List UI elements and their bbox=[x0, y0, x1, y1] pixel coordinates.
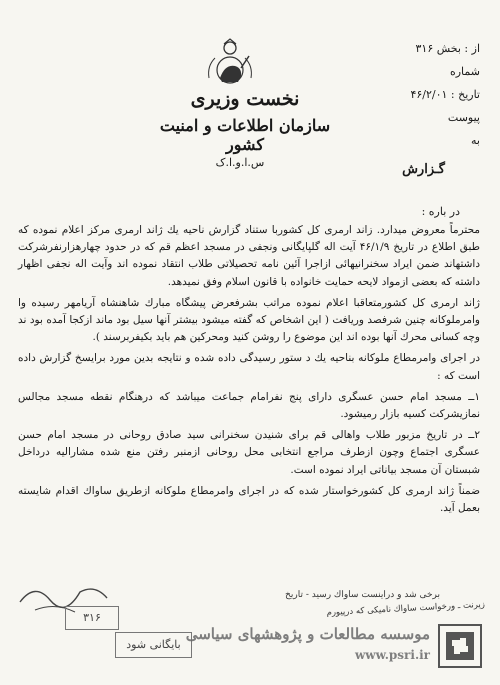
institute-logo-icon bbox=[438, 624, 482, 668]
header-organization: سازمان اطلاعات و امنیت کشور bbox=[159, 116, 331, 154]
body-paragraph-2: ژاند ارمری کل کشورمتعاقبا اعلام نموده مراتب بشرفعرض پیشگاه مبارك شاهنشاه آریامهر رسیده وا وامرملوکانه چنین شرفصد وریافت ( این اشخاص که گفته میشود بیشتر آنها سیل بود ماند ازکجا آمده بود ند وچه کسانی محرك آنها بوده اند این موضوع را روشن کنید ومحرکین هم باید بکیفربرسند ). bbox=[18, 296, 480, 344]
lion-and-sun-emblem-icon bbox=[205, 38, 255, 90]
body-paragraph-1: محترماً معروض میدارد. زاند ارمری کل کشوربا ستناد گزارش ناحیه یك ژاند ارمری مرکز اعلام نموده که طبق اطلاع در تاریخ ۴۶/۱/۹ آیت اله گلپایگانی ونجفی در مسجد اعظم قم که در حدود چهارهزارنفرشرکت داشتهاند ضمن ایراد سخنرانیهائی ازاجرا آئین نامه تحصیلاتی طلاب انتقاد نموده اند وآیت اله نجفی اظهار داشته که بعضی ازمواد لایحه حمایت خانواده با قانون اسلام وفق نمیدهد. bbox=[18, 224, 481, 288]
header-code: س.ا.و.ا.ک bbox=[215, 156, 265, 169]
meta-from: از : بخش ۳۱۶ bbox=[415, 42, 480, 55]
signature-line: برخی شد و دراینست ساواك رسید - تاریخ bbox=[285, 590, 440, 600]
meta-block bbox=[362, 42, 480, 157]
stamp-number: ۳۱۶ bbox=[65, 606, 119, 630]
body-item-2: ۲ــ در تاریخ مزبور طلاب واهالی قم برای شنیدن سخنرانی سید صادق روحانی در مسجد امام حسن عسگری اجتماع وچون ازطرف مراجع انتخابی محل روحانی ازمنبر رفتن منع شده مشارالیه درداخل شبستان آن مسجد بیاناتی ایراد نموده است. bbox=[18, 429, 480, 476]
meta-number: شماره bbox=[449, 65, 480, 78]
meta-to: به bbox=[471, 134, 480, 147]
subject-label: در باره : bbox=[421, 205, 460, 218]
watermark-url: www.psri.ir bbox=[354, 648, 430, 662]
body-paragraph-4: ضمناً ژاند ارمری کل کشورخواستار شده که در اجرای وامرمطاع ملوکانه ازطریق ساواك اقدام شایسته بعمل آید. bbox=[18, 484, 480, 515]
meta-attachment: پیوست bbox=[447, 111, 480, 124]
report-label: گـزارش bbox=[402, 162, 445, 177]
archive-stamp: بایگانی شود bbox=[115, 632, 192, 658]
body-paragraph-3: در اجرای وامرمطاع ملوکانه بناحیه یك د ستور رسیدگی داده شده و نتایجه بدین مورد برایسخ گزارش داده است که : bbox=[18, 352, 480, 382]
header-title: نخست وزیری bbox=[190, 88, 300, 110]
document-body bbox=[18, 222, 480, 521]
body-item-1: ۱ــ مسجد امام حسن عسگری دارای پنج نفرامام جماعت میباشد که درهنگام نقطه مسجد مجالس نمازیشرکت کسیه بازار رمیشود. bbox=[18, 390, 480, 421]
meta-date: تاریخ : ۴۶/۲/۰۱ bbox=[410, 88, 480, 101]
handwritten-footer-note: زیرنت ـ ورخواست ساواك نامیکی که درپیورم bbox=[326, 599, 486, 619]
watermark-text: موسسه مطالعات و پژوهشهای سیاسی bbox=[185, 625, 430, 643]
